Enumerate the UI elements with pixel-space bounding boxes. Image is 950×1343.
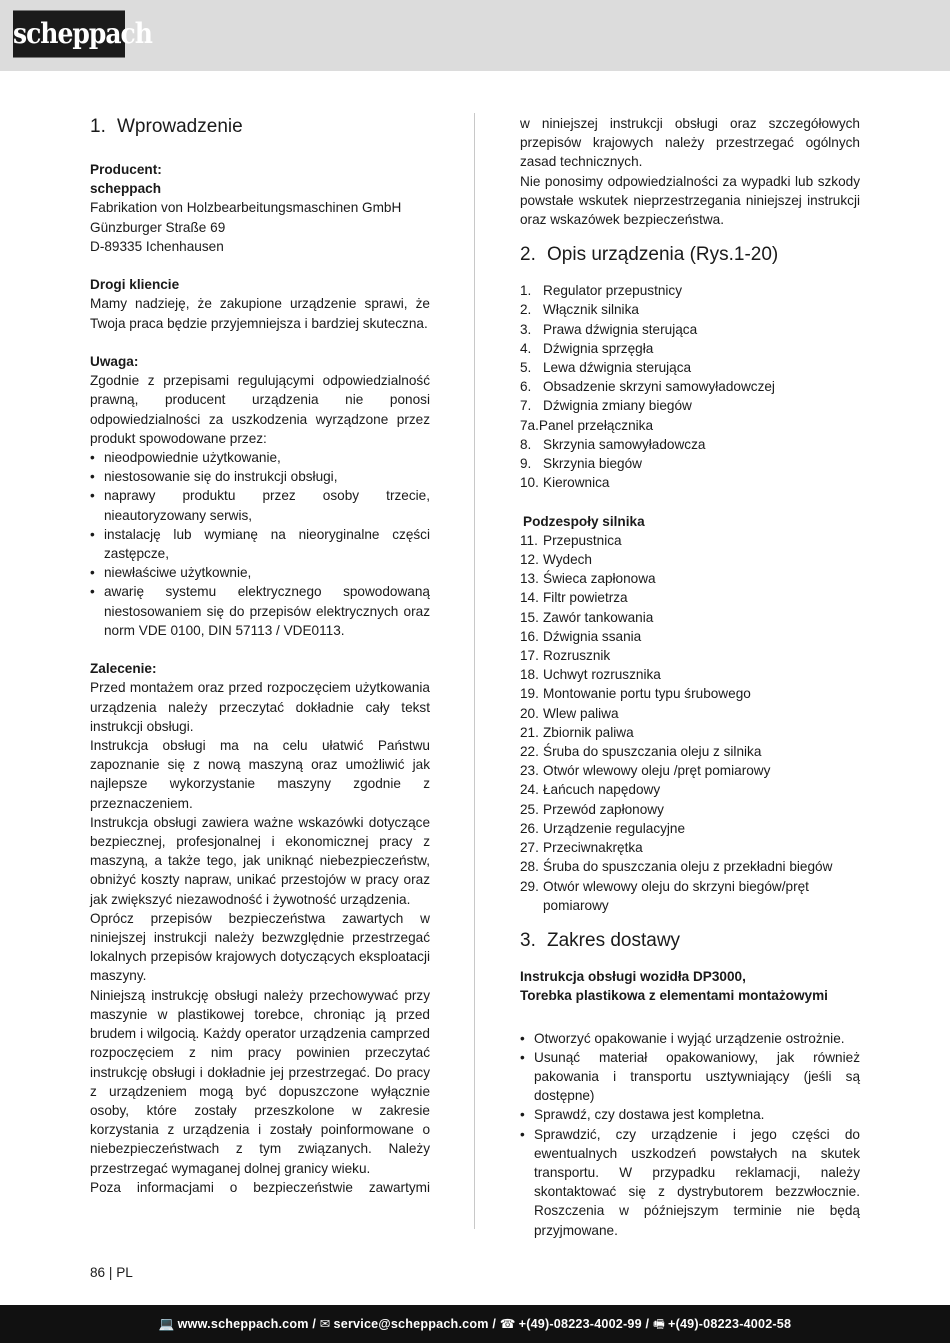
section-2-heading: 2. Opis urządzenia (Rys.1-20): [520, 244, 779, 266]
recommendation-paragraph: Instrukcja obsługi ma na celu ułatwić Państwu zapoznanie się z nową maszyną oraz umożliwić jak najlepsze wykorzystanie maszyny zgodnie z przeznaczeniem.: [90, 738, 430, 811]
list-item: • Usunąć materiał opakowaniowy, jak również pakowania i transportu usztywniający (jeśli są dostępne): [520, 1048, 860, 1106]
list-item: 16. Dźwignia ssania: [520, 628, 642, 644]
list-item: 13. Świeca zapłonowa: [520, 571, 656, 587]
dear-customer-text: Mamy nadzieję, że zakupione urządzenie sprawi, że Twoja praca będzie przyjemniejsza i bardziej skuteczna.: [90, 296, 430, 331]
recommendation-paragraph: Przed montażem oraz przed rozpoczęciem użytkowania urządzenia należy przeczytać dokładnie cały tekst instrukcji obsługi.: [90, 680, 430, 734]
list-item: 10. Kierownica: [520, 475, 610, 491]
list-item: 8. Skrzynia samowyładowcza: [520, 436, 706, 452]
list-item: 29. Otwór wlewowy oleju do skrzyni biegów/pręt pomiarowy: [520, 878, 809, 913]
list-item: 27. Przeciwnakrętka: [520, 840, 643, 856]
list-item: 11. Przepustnica: [520, 532, 622, 548]
list-item: 21. Zbiornik paliwa: [520, 724, 634, 740]
list-item: 12. Wydech: [520, 552, 592, 568]
fax-icon: 🖷: [652, 1317, 666, 1331]
list-item: 1. Regulator przepustnicy: [520, 283, 683, 299]
list-item: 3. Prawa dźwignia sterująca: [520, 321, 698, 337]
left-column: [90, 114, 430, 1197]
list-item: 19. Montowanie portu typu śrubowego: [520, 686, 751, 702]
producer-line: D-89335 Ichenhausen: [90, 238, 224, 254]
list-item: 22. Śruba do spuszczania oleju z silnika: [520, 744, 762, 760]
list-item: 24. Łańcuch napędowy: [520, 782, 661, 798]
list-item: • Otworzyć opakowanie i wyjąć urządzenie ostrożnie.: [520, 1029, 860, 1048]
producer-line: Fabrikation von Holzbearbeitungsmaschinen GmbH: [90, 200, 402, 216]
liability-list: [90, 448, 430, 640]
continued-paragraph: Nie ponosimy odpowiedzialności za wypadki lub szkody powstałe wskutek nieprzestrzegania niniejszej instrukcji oraz wskazówek bezpieczeństwa.: [520, 173, 860, 228]
list-item: • Sprawdzić, czy urządzenie i jego części do ewentualnych uszkodzeń powstałych na skutek transportu. W przypadku reklamacji, należy skontaktować się z dystrybutorem bezzwłocznie. Roszczenia w późniejszym terminie nie będą przyjmowane.: [520, 1125, 860, 1240]
scope-line: Torebka plastikowa z elementami montażowymi: [520, 988, 828, 1004]
section-1-heading: 1. Wprowadzenie: [90, 116, 243, 137]
list-item: 18. Uchwyt rozrusznika: [520, 667, 661, 683]
list-item: 6. Obsadzenie skrzyni samowyładowczej: [520, 379, 775, 395]
scope-line: Instrukcja obsługi wozidła DP3000,: [520, 968, 746, 984]
email-link[interactable]: service@scheppach.com: [333, 1317, 489, 1331]
mail-icon: ✉: [319, 1317, 331, 1331]
dear-customer-label: Drogi kliencie: [90, 277, 180, 293]
recommendation-paragraph: Instrukcja obsługi zawiera ważne wskazówki dotyczące bezpiecznej, profesjonalnej i ekonomicznej pracy z maszyną, a także tego, jak uniknąć niebezpieczeństw, obniżyć koszty napraw, unikać przestojów w pracy oraz jak zwiększyć niezawodność i żywotność urządzenia.: [90, 814, 430, 907]
header-bar: [0, 0, 950, 71]
column-divider: [474, 113, 475, 1229]
list-item: • niestosowanie się do instrukcji obsługi,: [90, 467, 430, 486]
list-item: 2. Włącznik silnika: [520, 302, 639, 318]
note-label: Uwaga:: [90, 354, 139, 369]
list-item: 5. Lewa dźwignia sterująca: [520, 360, 692, 376]
continued-paragraph: w niniejszej instrukcji obsługi oraz szczegółowych przepisów krajowych należy przestrzegać ogólnych zasad technicznych.: [520, 116, 860, 170]
engine-parts-list: [520, 531, 860, 915]
list-item: 4. Dźwignia sprzęgła: [520, 340, 654, 356]
right-column: [520, 114, 860, 1240]
list-item: 15. Zawór tankowania: [520, 609, 654, 625]
delivery-steps-list: [520, 1029, 860, 1240]
note-text: Zgodnie z przepisami regulującymi odpowiedzialność prawną, producent urządzenia nie ponosi odpowiedzialności za uszkodzenia wyrządzone przez produkt spowodowane przez:: [90, 373, 430, 446]
list-item: • instalację lub wymianę na nieoryginalne części zastępcze,: [90, 525, 430, 563]
list-item: 14. Filtr powietrza: [520, 590, 628, 606]
list-item: 9. Skrzynia biegów: [520, 456, 642, 472]
recommendation-paragraph: Niniejszą instrukcję obsługi należy przechowywać przy maszynie w plastikowej torebce, chroniąc ją przed brudem i wilgocią. Każdy operator urządzenia camprzed rozpoczęciem z nim pracy powinien przeczytać instrukcję obsługi i dokładnie jej przestrzegać. Do pracy z urządzeniem mogą być dopuszczone wyłącznie osoby, które zostały przeszkolone w zakresie korzystania z urządzenia i zostały poinformowane o niebezpieczeństwach z tym związanych. Należy przestrzegać wymaganej dolnej granicy wieku.: [90, 987, 430, 1176]
list-item: 26. Urządzenie regulacyjne: [520, 820, 686, 836]
producer-line: Günzburger Straße 69: [90, 219, 226, 235]
scheppach-logo: scheppach: [13, 10, 125, 57]
list-item: 23. Otwór wlewowy oleju /pręt pomiarowy: [520, 763, 771, 779]
phone-number: +(49)-08223-4002-99: [518, 1317, 642, 1331]
engine-parts-label: Podzespoły silnika: [523, 513, 645, 529]
list-item: • Sprawdź, czy dostawa jest kompletna.: [520, 1105, 860, 1124]
fax-number: +(49)-08223-4002-58: [668, 1317, 792, 1331]
list-item: • nieodpowiednie użytkowanie,: [90, 448, 430, 467]
list-item: • niewłaściwe użytkownie,: [90, 563, 430, 582]
list-item: 7. Dźwignia zmiany biegów: [520, 398, 692, 414]
list-item: 17. Rozrusznik: [520, 648, 611, 664]
section-3-heading: 3. Zakres dostawy: [520, 929, 681, 951]
page-number: 86 | PL: [90, 1265, 133, 1280]
recommendation-paragraph: Oprócz przepisów bezpieczeństwa zawartych w niniejszej instrukcji należy bezwzględnie przestrzegać lokalnych przepisów krajowych dotyczących eksploatacji maszyny.: [90, 910, 430, 984]
phone-icon: ☎: [499, 1317, 516, 1331]
footer-bar: 💻 www.scheppach.com / ✉ service@scheppach.com / ☎ +(49)-08223-4002-99 / 🖷 +(49)-08223-4002-58: [0, 1305, 950, 1343]
computer-icon: 💻: [158, 1317, 175, 1331]
list-item: 20. Wlew paliwa: [520, 705, 619, 721]
device-parts-list: [520, 281, 860, 492]
recommendation-paragraph: Poza informacjami o bezpieczeństwie zawartymi: [90, 1179, 430, 1195]
producer-name: scheppach: [90, 181, 162, 197]
list-item: 25. Przewód zapłonowy: [520, 801, 664, 817]
recommendation-label: Zalecenie:: [90, 661, 157, 677]
website-link[interactable]: www.scheppach.com: [177, 1317, 309, 1331]
list-item: 7a.Panel przełącznika: [520, 417, 654, 433]
list-item: • naprawy produktu przez osoby trzecie, nieautoryzowany serwis,: [90, 486, 430, 524]
producer-label: Producent:: [90, 162, 162, 177]
list-item: 28. Śruba do spuszczania oleju z przekładni biegów: [520, 859, 833, 875]
list-item: • awarię systemu elektrycznego spowodowaną niestosowaniem się do przepisów elektrycznych oraz norm VDE 0100, DIN 57113 / VDE0113.: [90, 582, 430, 640]
